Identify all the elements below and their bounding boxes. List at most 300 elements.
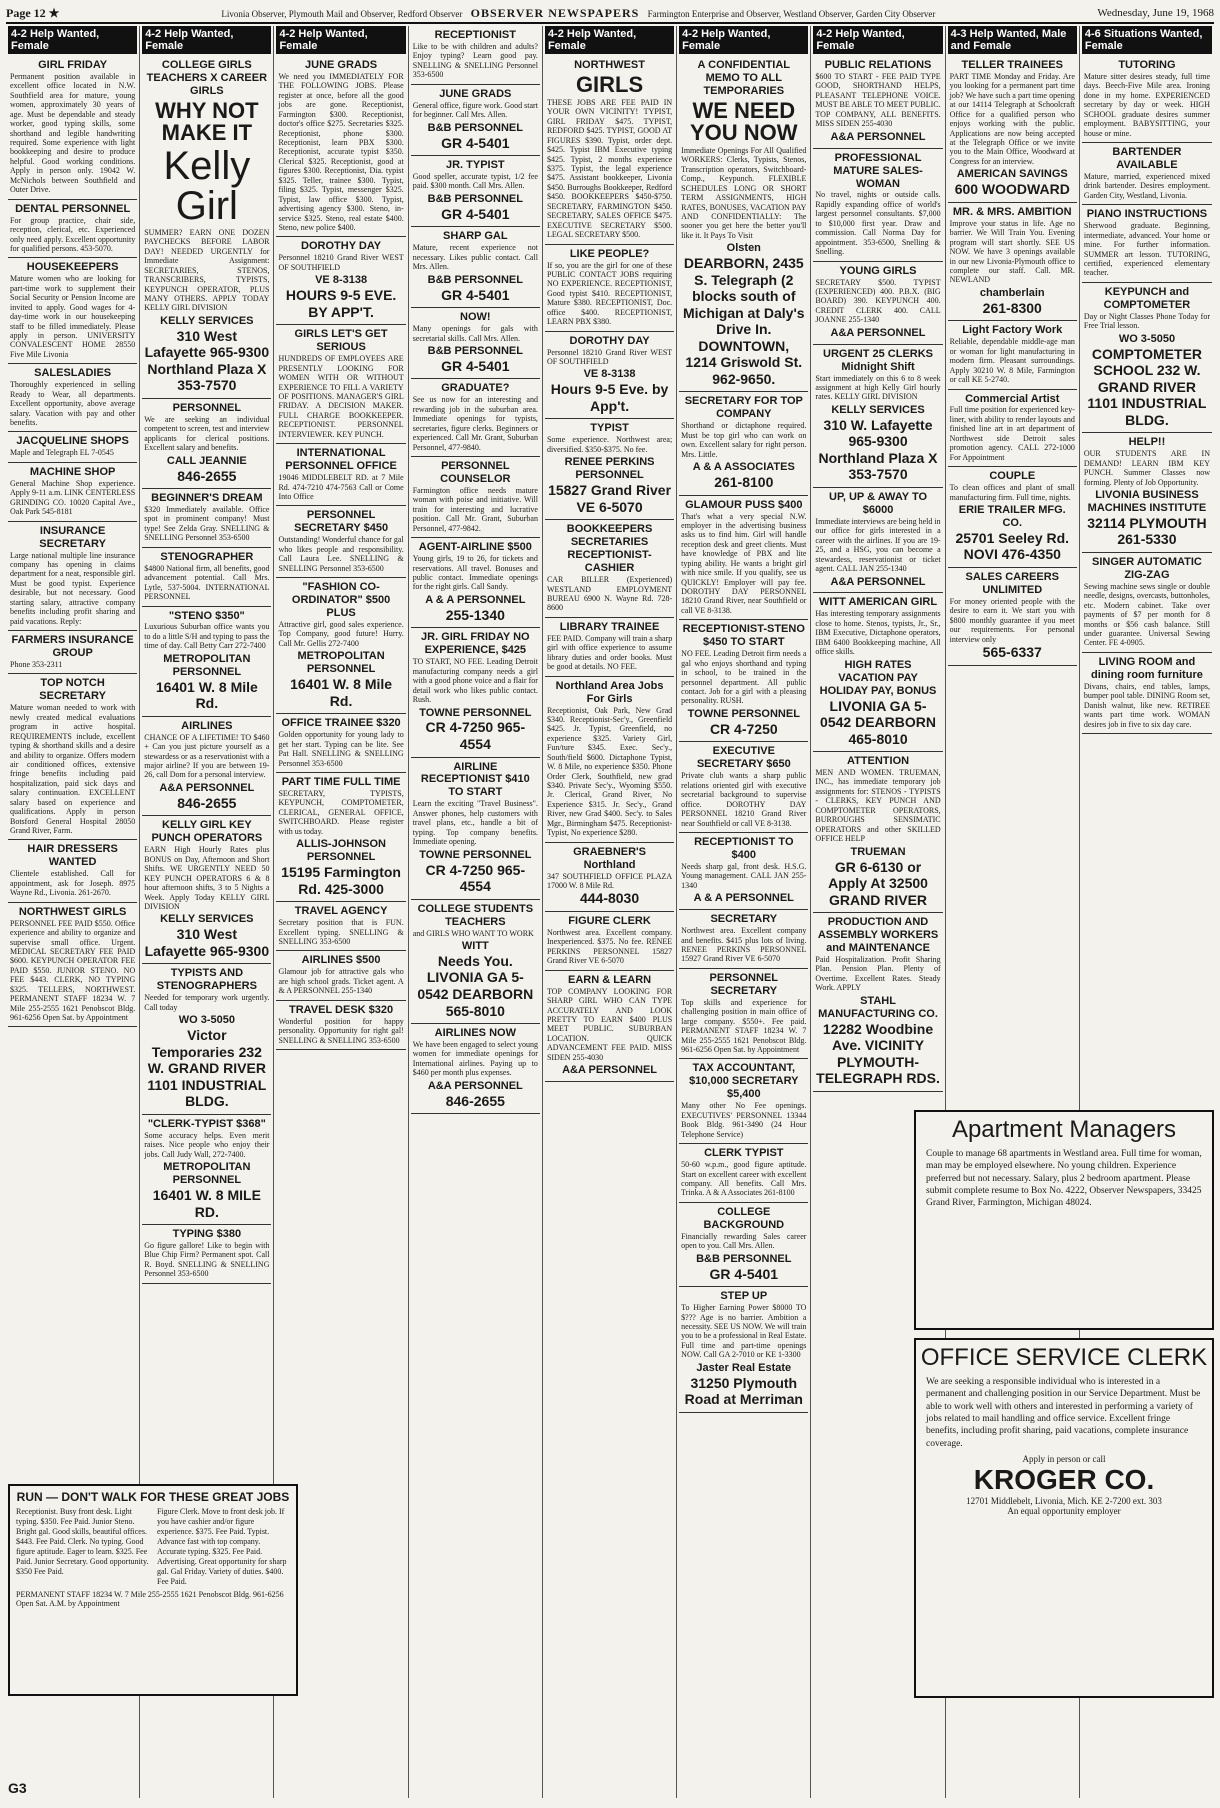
classified-ad — [1082, 553, 1212, 653]
ad-headline: GIRLS — [575, 71, 644, 97]
ad-phone: 310 West Lafayette 965-9300 Northland Plaza X 353-7570 — [144, 327, 270, 394]
section-header: 4-3 Help Wanted, Male and Female — [948, 26, 1077, 54]
classified-ad — [679, 496, 808, 621]
ad-title: LIVING ROOM and dining room furniture — [1091, 655, 1203, 681]
ad-title: PIANO INSTRUCTIONS — [1086, 208, 1208, 221]
classified-ad — [8, 364, 137, 432]
ad-body: Glamour job for attractive gals who are high school grads. Ticket agent. A & A PERSONNEL 255-1340 — [278, 967, 404, 996]
apartment-managers-ad — [914, 1110, 1214, 1330]
ad-body: Secretary position that is FUN. Excellent typing. SNELLING & SNELLING 353-6500 — [278, 918, 404, 946]
classified-ad — [276, 56, 405, 237]
ad-title: HOUSEKEEPERS — [26, 261, 119, 274]
ad-title: JR. TYPIST — [445, 159, 505, 172]
ad-body: We need you IMMEDIATELY FOR THE FOLLOWING JOBS. Please register at once, before all the good jobs are gone. Receptionist, Farmington $300. Receptionist, doctor's office $275. Secretaries $325. Receptionist, phone $300. Receptionist, learn PBX $300. Receptionist, accurate typist $350. Clerical $325. Receptionist, good at figures $300. Receptionist, Dia. typist $325. Teller, trainee $300. Typist, filing $325. Typist, messenger $325. Typist, law office $300. Typist, advertising agency $300. Steno, in-service $325. Steno, real estate $400. Steno, new police $400. — [278, 71, 404, 232]
ad-body: $320 Immediately available. Office spot in prominent company! Must type! See Zelda Gray. SNELLING & SNELLING Personnel 353-6500 — [144, 505, 270, 543]
ad-title: LIBRARY TRAINEE — [559, 620, 660, 633]
classified-ad — [1082, 283, 1212, 433]
ad-phone: 31250 Plymouth Road at Merriman — [684, 1374, 803, 1408]
ad-body: Immediate interviews are being held in our office for girls interested in a career with the airlines. If you are 19-25, and a HSG, you can become a stewardess, reservationist or ticket agent. CALL JAN 255-1340 — [815, 516, 941, 574]
classified-ad — [411, 900, 540, 1024]
classified-ad — [411, 156, 540, 227]
ad-agency: ALLIS-JOHNSON PERSONNEL — [296, 838, 386, 864]
ad-title: BOOKKEEPERS SECRETARIES RECEPTIONIST-CASHIER — [566, 523, 653, 575]
ad-body: To Higher Earning Power $8000 TO $??? Age is no barrier. Ambition a necessity. SEE US NOW. We will train you to be a professional in Real Estate. Full time and part-time openings NOW. Call GA 2-7010 or KE 1-3300 — [681, 1303, 807, 1360]
ad-title: Light Factory Work — [962, 324, 1063, 337]
ad-agency: A&A PERSONNEL — [427, 1079, 523, 1092]
ad-body: Day or Night Classes Phone Today for Free Trial lesson. — [1083, 311, 1210, 331]
ad-body: Private club wants a sharp public relations oriented girl with executive secretarial background to supervise office. DOROTHY DAY PERSONNEL 18210 Grand River near Southfield or call VE 8-3138. — [681, 771, 807, 828]
ad-list — [411, 26, 540, 1114]
run-grid — [10, 1504, 296, 1590]
classified-ad — [948, 56, 1077, 203]
ad-title: URGENT 25 CLERKS Midnight Shift — [823, 347, 934, 373]
ad-body: Some experience. Northwest area; diversified. $350-$375. No fee. — [546, 435, 673, 454]
run-dont-walk-ad — [8, 1484, 298, 1696]
classified-ad — [545, 677, 674, 843]
ad-list — [8, 56, 137, 1027]
page-marker: G3 — [8, 1780, 27, 1796]
ad-phone: 310 W. Lafayette 965-9300 Northland Plaza X 353-7570 — [818, 416, 938, 483]
ad-body: Luxurious Suburban office wants you to do a little S/H and typing to pass the time of day. Call Betty Carr 272-7400 — [144, 622, 270, 651]
ad-title: SHARP GAL — [443, 230, 508, 243]
ad-title: AIRLINES $500 — [301, 954, 381, 967]
ad-body: Young girls, 19 to 26, for tickets and reservations. All travel. Bonuses and public contact. Immediate openings for the right girls. Call Sandy. — [412, 554, 538, 592]
ad-agency: METROPOLITAN PERSONNEL — [297, 650, 385, 676]
classified-ad — [142, 1115, 271, 1225]
classified-ad — [142, 399, 271, 489]
ad-phone: CR 4-7250 965-4554 — [425, 861, 526, 895]
ad-body: TOP COMPANY LOOKING FOR SHARP GIRL WHO CAN TYPE ACCURATELY AND LOOK PRETTY TO EARN $400 PLUS MEET PUBLIC. SUBURBAN LOCATION. QUICK ADVANCEMENT FEE PAID. MISS SIDEN 255-4030 — [546, 986, 673, 1062]
kroger-apply: Apply in person or call — [1022, 1454, 1106, 1465]
ad-phone: 846-2655 — [177, 794, 237, 811]
classified-ad — [679, 1203, 808, 1287]
classified-ad — [142, 548, 271, 607]
column-6 — [677, 26, 811, 1798]
classified-ad — [8, 674, 137, 840]
classified-ad — [948, 390, 1077, 468]
ad-title: TRAVEL DESK $320 — [289, 1003, 394, 1016]
ad-title: TYPIST — [590, 422, 629, 435]
ad-title: WITT AMERICAN GIRL — [818, 596, 938, 609]
apartment-body: Couple to manage 68 apartments in Westland area. Full time for woman, man may be employed elsewhere. No young children. Experience preferred but not necessary. Salary, plus 2 bedroom apartment. Please submit complete resume to Box No. 4222, Observer Newspapers, 33425 Grand River, Farmington, Michigan 48024. — [926, 1149, 1202, 1209]
ad-body: Learn the exciting "Travel Business". Answer phones, help customers with travel plans, etc., handle a bit of typing. Top company benefits. Immediate opening. — [412, 799, 538, 847]
ad-title: NOW! — [460, 311, 491, 324]
kroger-eoe: An equal opportunity employer — [1007, 1506, 1121, 1517]
classified-ad — [545, 245, 674, 332]
ad-list — [276, 56, 405, 1050]
ad-agency: LIVONIA BUSINESS MACHINES INSTITUTE — [1087, 488, 1207, 514]
ad-title: TYPING $380 — [172, 1228, 242, 1241]
ad-body: $4800 National firm, all benefits, good advancement potential. Call Mrs. Lytle, 537-5004. INTERNATIONAL PERSONNEL — [144, 563, 270, 602]
ad-body: General Machine Shop experience. Apply 9-11 a.m. LINK CENTERLESS GRINDING CO. 10020 Capital Ave., Oak Park 545-8181 — [10, 478, 136, 517]
ad-body: Go figure gallore! Like to begin with Blue Chip Firm? Permanent spot. Call R. Boyd. SNELLING & SNELLING Personnel 353-6500 — [144, 1240, 270, 1279]
ad-title: Commercial Artist — [965, 392, 1060, 405]
ad-agency: Jaster Real Estate — [696, 1361, 792, 1374]
ad-body: Northwest area. Excellent company and benefits. $415 plus lots of living. RENEE PERKINS PERSONNEL 15927 Grand River VE 6-5070 — [681, 926, 807, 964]
ad-phone: 846-2655 — [445, 1092, 505, 1109]
ad-agency: B&B PERSONNEL — [696, 1252, 792, 1265]
classified-ad — [142, 717, 271, 817]
section-header: 4-6 Situations Wanted, Female — [1082, 26, 1212, 54]
ad-title: HAIR DRESSERS WANTED — [27, 843, 118, 869]
classified-ad — [679, 56, 808, 392]
run-left: Receptionist. Busy front desk. Light typing. $350. Fee Paid. Junior Steno. Bright gal. Good skills, beautiful offices. $443. Fee Paid. Clerk. No typing. Good figure aptitude. Eager to learn. $325. Fee Paid. Junior Secretary. Good opportunity. $350 Fee Paid. — [16, 1507, 149, 1576]
ad-agency: A&A PERSONNEL — [830, 130, 926, 143]
classified-ad — [276, 714, 405, 773]
ad-body: Attractive girl, good sales experience. Top Company, good future! Hurry. Call Mr. Gellis 272-7400 — [278, 619, 404, 648]
ad-body: That's what a very special N.W. employer in the advertising business asks us to find him. Girl will handle reception desk and greet clients. Must have knowledge of PBX and lite typing ability. He wants a bright girl with nice smile. If you qualify, see us QUICKLY! Employer will pay fee. DOROTHY DAY PERSONNEL 18210 Grand River, near Southfield or call VE 8-3138. — [681, 511, 807, 615]
ad-body: Mature, married, experienced mixed drink bartender. Desires employment. Garden City, Westland, Livonia. — [1083, 171, 1210, 200]
ad-agency: STAHL MANUFACTURING CO. — [818, 994, 938, 1020]
classified-ad — [276, 237, 405, 325]
ad-list — [1082, 56, 1212, 734]
classified-ad — [411, 628, 540, 757]
ad-title: EXECUTIVE SECRETARY $650 — [696, 745, 791, 771]
ad-body: CAR BILLER (Experienced) WESTLAND EMPLOYMENT BUREAU 6900 N. Wayne Rd. 728-8600 — [546, 575, 673, 613]
classified-ad — [1082, 433, 1212, 553]
ad-phone: Hours 9-5 Eve. by App't. — [550, 381, 669, 414]
ad-body: Like to be with children and adults? Enjoy typing? Learn good pay. SNELLING & SNELLING Personnel 353-6500 — [412, 41, 538, 80]
ad-body: Northwest area. Excellent company. Inexperienced. $375. No fee. RENEE PERKINS PERSONNEL 15827 Grand River VE 6-5070 — [546, 927, 673, 966]
ad-title: NORTHWEST — [574, 59, 645, 71]
ad-title: PUBLIC RELATIONS — [824, 59, 932, 71]
ad-list — [545, 56, 674, 1082]
ad-title: STENOGRAPHER — [160, 550, 254, 563]
ad-phone: 25701 Seeley Rd. NOVI 476-4350 — [955, 529, 1070, 563]
kroger-body: We are seeking a responsible individual who is interested in a permanent and challenging position in our Service Department. Must be able to work well with others and interested in performing a variety of jobs related to mail handling and office service. Excellent fringe benefits, including profit sharing, paid vacations, complete insurance coverage. — [926, 1377, 1201, 1449]
ad-headline: WE NEED YOU NOW — [690, 97, 798, 145]
ad-agency: VE 8-3138 — [315, 274, 368, 287]
ad-body: Mature, recent experience not necessary. Likes public contact. Call Mrs. Allen. — [412, 243, 538, 272]
ad-title: COLLEGE BACKGROUND — [703, 1205, 785, 1231]
ad-body: TO START, NO FEE. Leading Detroit manufacturing company needs a girl with a good phone voice and a flair for detail work who likes public contact. Rush. — [412, 657, 538, 705]
run-title: RUN — DON'T WALK FOR THESE GREAT JOBS — [16, 1490, 290, 1504]
ad-list — [948, 56, 1077, 666]
ad-phone: GR 6-6130 or Apply At 32500 GRAND RIVER — [828, 858, 928, 908]
run-footer: PERMANENT STAFF 18234 W. 7 Mile 255-2555 1621 Penobscot Bldg. 961-6256 Open Sat. A.M. by Appointment — [16, 1590, 284, 1608]
ad-agency: RENEE PERKINS PERSONNEL — [564, 456, 655, 482]
ad-phone: Victor Temporaries 232 W. GRAND RIVER 1101 INDUSTRIAL BLDG. — [147, 1027, 267, 1110]
ad-list — [679, 56, 808, 1413]
classified-ad — [142, 964, 271, 1114]
ad-phone: 310 West Lafayette 965-9300 — [144, 926, 270, 959]
ad-title: SINGER AUTOMATIC ZIG-ZAG — [1092, 555, 1202, 581]
ad-title: LIKE PEOPLE? — [569, 247, 650, 260]
ad-agency: METROPOLITAN PERSONNEL — [163, 652, 251, 678]
ad-agency: B&B PERSONNEL — [427, 121, 523, 134]
ad-title: A CONFIDENTIAL MEMO TO ALL TEMPORARIES — [697, 59, 791, 97]
classified-ad — [545, 618, 674, 677]
left-papers: Livonia Observer, Plymouth Mail and Observer, Redford Observer — [221, 8, 463, 19]
section-header: 4-2 Help Wanted, Female — [545, 26, 674, 54]
classified-ad — [813, 752, 942, 913]
ad-agency: A & A ASSOCIATES — [692, 461, 795, 474]
ad-agency: TOWNE PERSONNEL — [419, 706, 532, 719]
classified-ad — [411, 85, 540, 156]
ad-title: JACQUELINE SHOPS — [16, 435, 129, 448]
ad-body: Mature sitter desires steady, full time days. Beech-Five Mile area. Ironing done in my home. EXPERIENCED secretary by day or week. HIGH SCHOOL graduate desires summer employment. BABYSITTING, your house or mine. — [1083, 71, 1210, 138]
classified-ad — [411, 26, 540, 85]
ad-title: "CLERK-TYPIST $368" — [147, 1117, 266, 1130]
ad-phone: GR 4-5401 — [709, 1265, 779, 1282]
ad-title: TUTORING — [1118, 59, 1176, 71]
ad-title: PROFESSIONAL MATURE SALES-WOMAN — [833, 151, 923, 190]
ad-body: OUR STUDENTS ARE IN DEMAND! LEARN IBM KEY PUNCH. Summer Classes now forming. Plenty of Job Opportunity. — [1083, 449, 1210, 487]
masthead — [6, 4, 1214, 24]
classified-ad — [8, 522, 137, 631]
classified-ad — [8, 840, 137, 902]
classified-ad — [1082, 653, 1212, 734]
ad-title: SALES CAREERS UNLIMITED — [965, 570, 1060, 596]
ad-phone: 16401 W. 8 MILE RD. — [152, 1186, 261, 1220]
classified-ad — [545, 843, 674, 912]
classified-ad — [142, 607, 271, 717]
ad-agency: KELLY SERVICES — [831, 403, 925, 416]
classified-ad — [142, 816, 271, 964]
ad-body: Needed for temporary work urgently. Call today — [144, 993, 270, 1012]
ad-title: COUPLE — [989, 470, 1036, 483]
ad-title: BEGINNER'S DREAM — [151, 492, 263, 505]
ad-phone: GR 4-5401 — [441, 286, 510, 303]
ad-agency: A&A PERSONNEL — [159, 781, 255, 794]
classified-ad — [411, 758, 540, 900]
ad-body: EARN High Hourly Rates plus BONUS on Day, Afternoon and Short Shifts. WE URGENTLY NEED 50 KEY PUNCH OPERATORS 6 & 8 hour afternoon shifts, 3 to 5 Nights a Week. Apply Today KELLY GIRL DIVISION — [144, 845, 270, 911]
classified-ad — [545, 419, 674, 520]
ad-agency: chamberlain — [979, 286, 1045, 299]
ad-body: Needs sharp gal, front desk. H.S.G. Young management. CALL JAN 255-1340 — [681, 861, 807, 890]
ad-phone: 16401 W. 8 Mile Rd. — [290, 676, 393, 709]
ad-title: ATTENTION — [846, 755, 910, 768]
ad-title: MACHINE SHOP — [29, 465, 116, 478]
ad-body: If so, you are the girl for one of these PUBLIC CONTACT JOBS requiring NO EXPERIENCE. RECEPTIONIST, Good typist $410. RECEPTIONIST, Mature $380. RECEPTIONIST, Doc. office $400. RECEPTIONIST, LEARN PBX $380. — [546, 260, 673, 327]
ad-phone: COMPTOMETER SCHOOL 232 W. GRAND RIVER 1101 INDUSTRIAL BLDG. — [1087, 345, 1207, 428]
classified-ad — [411, 1024, 540, 1114]
classified-ad — [276, 1001, 405, 1050]
classified-ad — [679, 742, 808, 833]
ad-title: COLLEGE STUDENTS TEACHERS — [417, 902, 534, 928]
ad-phone: 16401 W. 8 Mile Rd. — [155, 678, 258, 712]
ad-body: Permanent position available in excellent office located in N.W. Southfield area for mature, young women, approximately 30 years of age. Must be dependable and steady worker, good typing skills, some shorthand and legible handwriting required. Some experience with light bookkeeping and desire to produce helpful. Good working conditions. Apply in person only. 19042 W. McNichols between Southfield and Outer Drive. — [10, 71, 136, 195]
ad-agency: KELLY SERVICES — [160, 314, 254, 327]
ad-body: 19046 MIDDLEBELT RD. at 7 Mile Rd. 474-7210 474-7563 Call or Come Into Office — [278, 473, 404, 501]
ad-phone: 261-8100 — [714, 474, 774, 491]
ad-title: UP, UP & AWAY TO $6000 — [829, 490, 928, 516]
ad-body: Financially rewarding Sales career open to you. Call Mrs. Allen. — [681, 1231, 807, 1251]
ad-body: Divans, chairs, end tables, lamps, bumper pool table. DINING Room set, Danish walnut, like new. RETIREE wants part time work. WOMAN desires job in five to six day care. — [1083, 681, 1210, 729]
ad-agency: A & A PERSONNEL — [425, 593, 526, 606]
kroger-brand: KROGER CO. — [973, 1464, 1155, 1496]
ad-body: HUNDREDS OF EMPLOYEES ARE PRESENTLY LOOKING FOR WOMEN WITH OR WITHOUT EXPERIENCE TO FILL A VARIETY OF POSITIONS. MANAGER'S GIRL FRIDAY. A DECISION MAKER. FULL CHARGE BOOKKEEPER. RECEPTIONIST. PERSONNEL INTERVIEWER. KEY PUNCH. — [278, 354, 404, 439]
classified-ad — [679, 833, 808, 910]
ad-body: Large national multiple line insurance company has opening in claims department for a neat, responsible girl. Must be good typist. Experience desirable, but not necessary. Good starting salary, attractive company benefits including profit sharing and paid vacations. Reply: — [10, 550, 136, 626]
classified-ad — [1082, 205, 1212, 283]
classified-ad — [8, 463, 137, 522]
ad-body: Sherwood graduate. Beginning, intermediate, advanced. Your home or mine. For further information. SUMMER art lesson. TUTORING, certified, experienced elementary teacher. — [1083, 221, 1210, 278]
ad-title: RECEPTIONIST — [434, 29, 516, 41]
ad-body: Personnel 18210 Grand River WEST OF SOUTHFIELD — [546, 347, 673, 366]
ad-title: JR. GIRL FRIDAY NO EXPERIENCE, $425 — [421, 631, 530, 657]
ad-title: YOUNG GIRLS — [839, 264, 917, 277]
ad-body: PART TIME Monday and Friday. Are you looking for a permanent part time job? We have such a part time opening at our 14114 Telegraph at Schoolcraft Office for a qualified person who enjoys working with the public. Applications are now being accepted at the Telegraph Office or we invite you to the Main Office, Woodward at Congress for an interview. — [949, 71, 1075, 166]
classified-ad — [679, 1144, 808, 1203]
ad-agency: WO 3-5050 — [1118, 332, 1176, 345]
classified-ad — [679, 1287, 808, 1413]
ad-phone: DEARBORN, 2435 S. Telegraph (2 blocks south of Michigan at Daly's Drive In. DOWNTOWN, 1214 Griswold St. 962-9650. — [682, 255, 805, 387]
ad-agency: KELLY SERVICES — [160, 913, 254, 926]
ad-title: RECEPTIONIST TO $400 — [694, 835, 794, 861]
ad-body: Wonderful position for happy personality. Opportunity for right gal! SNELLING & SNELLING 353-6500 — [278, 1016, 404, 1045]
ad-agency: AMERICAN SAVINGS — [956, 168, 1068, 181]
ad-body: Full time position for experienced key-liner, with ability to render layouts and finished line art in art department of Northwest side Detroit sales promotion agency. CALL 272-1000 For Appointment — [949, 405, 1075, 462]
classified-ad — [545, 56, 674, 245]
ad-body: NO FEE. Leading Detroit firm needs a gal who enjoys shorthand and typing in school, to be trained in the personnel department. All public contact. Job for a girl with a pleasing personality. RUSH. — [681, 649, 807, 706]
ad-title: TYPISTS AND STENOGRAPHERS — [156, 967, 257, 993]
classified-ad — [276, 578, 405, 714]
ad-body: Good speller, accurate typist, 1/2 fee paid. $300 month. Call Mrs. Allen. — [412, 172, 538, 191]
ad-agency: TOWNE PERSONNEL — [687, 707, 800, 720]
ad-title: DENTAL PERSONNEL — [15, 202, 131, 215]
ad-body: and GIRLS WHO WANT TO WORK — [412, 928, 534, 938]
ad-title: AIRLINE RECEPTIONIST $410 TO START — [420, 760, 530, 799]
ad-body: Maple and Telegraph EL 7-0545 — [10, 448, 114, 458]
classified-ad — [411, 457, 540, 538]
ad-title: AIRLINES — [181, 719, 233, 732]
ad-phone: CR 4-7250 965-4554 — [425, 719, 526, 752]
section-header: 4-2 Help Wanted, Female — [813, 26, 942, 54]
classified-ad — [679, 910, 808, 969]
ad-title: PRODUCTION AND ASSEMBLY WORKERS and MAINTENANCE — [817, 916, 939, 954]
ad-agency: ERIE TRAILER MFG. CO. — [958, 503, 1066, 529]
ad-body: Farmington office needs mature woman with poise and initiative. Will train for interesting and lucrative position. Call Mr. Grant, Suburban Personnel, 477-9842. — [412, 486, 538, 533]
classified-ad — [813, 56, 942, 149]
ad-title: RECEPTIONIST-STENO $450 TO START — [682, 623, 805, 649]
classified-ad — [545, 971, 674, 1082]
classified-ad — [411, 379, 540, 457]
column-4 — [409, 26, 543, 1798]
ad-title: BARTENDER AVAILABLE — [1112, 146, 1182, 171]
ad-title: FARMERS INSURANCE GROUP — [11, 634, 134, 659]
classified-ad — [276, 773, 405, 902]
classified-ad — [276, 444, 405, 506]
ad-agency: A&A PERSONNEL — [830, 326, 926, 339]
apartment-title: Apartment Managers — [951, 1116, 1177, 1143]
column-5 — [543, 26, 677, 1798]
ad-body: Start immediately on this 6 to 8 week assignment at high Kelly Girl hourly rates. KELLY GIRL DIVISION — [815, 373, 941, 402]
classified-ad — [411, 538, 540, 628]
ad-title: GLAMOUR PUSS $400 — [685, 498, 803, 511]
ad-title: EARN & LEARN — [567, 973, 652, 986]
ad-phone: 12282 Woodbine Ave. VICINITY PLYMOUTH-TELEGRAPH RDS. — [816, 1020, 940, 1087]
section-header: 4-2 Help Wanted, Female — [679, 26, 808, 54]
run-right: Figure Clerk. Move to front desk job. If you have cashier and/or figure experience. $375. Fee Paid. Typist. Advance fast with top company. Accurate typing. $325. Fee Paid. Advertising. Great opportunity for sharp gal. Gal Friday. Variety of duties. $400. Fee Paid. — [157, 1507, 287, 1586]
ad-body: 50-60 w.p.m., good figure aptitude. Start on excellent career with excellent company. All benefits. Call Mrs. Trinka. A & A Associates 261-8100 — [681, 1160, 807, 1198]
ad-body: Clientele established. Call for appointment, ask for Joseph. 8975 Wayne Rd., Livonia. 261-2670. — [10, 869, 136, 898]
ad-body: 347 SOUTHFIELD OFFICE PLAZA 17000 W. 8 Mile Rd. — [546, 871, 673, 890]
kroger-ad — [914, 1338, 1214, 1698]
classified-ad — [1082, 56, 1212, 143]
ad-brand: Kelly Girl — [163, 143, 251, 228]
ad-title: COLLEGE GIRLS TEACHERS X CAREER GIRLS — [146, 59, 268, 97]
ad-phone: 255-1340 — [445, 606, 505, 623]
ad-title: OFFICE TRAINEE $320 — [281, 717, 401, 730]
ad-phone: GR 4-5401 — [441, 357, 510, 374]
ad-title: "STENO $350" — [168, 609, 245, 622]
ad-title: JUNE GRADS — [305, 59, 378, 71]
ad-title: GRAEBNER'S Northland — [573, 845, 646, 871]
ad-body: To clean offices and plant of small manufacturing firm. Full time, nights. — [949, 483, 1075, 502]
ad-title: INTERNATIONAL PERSONNEL OFFICE — [285, 447, 397, 473]
classified-ad — [276, 325, 405, 444]
ad-body: SECRETARY $500. TYPIST (EXPERIENCED) 400. P.B.X. (BIG BOARD) 390. KEYPUNCH 400. CREDIT CLERK 400. CALL JOANNE 255-1340 — [815, 277, 941, 325]
ad-title: SECRETARY FOR TOP COMPANY — [684, 395, 803, 421]
classified-ad — [679, 620, 808, 742]
ad-agency: A&A PERSONNEL — [830, 575, 926, 588]
ad-title: PART TIME FULL TIME — [281, 775, 401, 788]
ad-title: CLERK TYPIST — [704, 1147, 784, 1160]
ad-agency: B&B PERSONNEL — [427, 273, 523, 286]
ad-agency: WO 3-5050 — [178, 1014, 235, 1027]
ad-title: TRAVEL AGENCY — [294, 905, 388, 918]
masthead-center — [59, 6, 1097, 21]
ad-body: Shorthand or dictaphone required. Must be top girl who can work on own. Excellent salary for right person. Mrs. Little. — [681, 421, 807, 459]
ad-body: PERSONNEL FEE PAID $550. Office experience and ability to organize and supervise small office. Urgent. MEDICAL SECRETARY FEE PAID $600. KEYPUNCH OPERATOR FEE PAID $550. JUNIOR STENO. NO FEE $443. CLERK, NO TYPING $325. TELLERS, NORTHWEST. PERMANENT STAFF 18234 W. 7 Mile 255-2555 1621 Penobscot Bldg. 961-6256 Open Sat. by Appointment — [10, 918, 136, 1023]
ad-body: Paid Hospitalization. Profit Sharing Plan. Pension Plan. Plenty of Overtime. Excellent Rates. Steady Work. APPLY — [815, 954, 941, 993]
ad-phone: 846-2655 — [177, 467, 237, 484]
ad-body: General office, figure work. Good start for beginner. Call Mrs. Allen. — [412, 100, 538, 120]
ad-body: Some accuracy helps. Even merit raises. Nice people who enjoy their jobs. Call Judy Wall, 272-7400. — [144, 1130, 270, 1159]
ad-phone: LIVONIA GA 5-0542 DEARBORN 465-8010 — [820, 697, 936, 747]
ad-phone: 444-8030 — [579, 890, 640, 907]
ad-title: PERSONNEL SECRETARY — [709, 971, 779, 997]
classified-ad — [142, 1225, 271, 1284]
ad-agency: METROPOLITAN PERSONNEL — [163, 1161, 251, 1187]
ad-body: SUMMER? EARN ONE DOZEN PAYCHECKS BEFORE LABOR DAY! NEEDED URGENTLY for Immediate Assignment: SECRETARIES, STENOS, TRANSCRIBERS, TYPISTS, KEYPUNCH OPERATOR, PLUS MANY OTHERS. APPLY TODAY KELLY GIRL DIVISION — [144, 227, 270, 313]
kroger-address: 12701 Middlebelt, Livonia, Mich. KE 2-7200 ext. 303 — [966, 1496, 1162, 1507]
ad-body: THESE JOBS ARE FEE PAID IN YOUR OWN VICINITY! TYPIST, GIRL FRIDAY $475. TYPIST, REDFORD $425. TYPIST, GOOD AT FIGURES $390. Typist, order dept. $425. Typist IBM Executive typing $425. Typist, 2 months experience $375. Typist, the legal experience $475. Assistant bookkeeper, Livonia $450. Burroughs Bookkeeper, Redford $450. BOOKKEEPERS $450-$750. SECRETARY, FARMINGTON $450. SECRETARY, SALES OFFICE $475. EXECUTIVE SECRETARY $500. LEGAL SECRETARY $500. — [546, 97, 673, 240]
classified-ad — [948, 467, 1077, 568]
ad-title: JUNE GRADS — [439, 87, 512, 100]
ad-body: For group practice, chair side, reception, clerical, etc. Experienced only need apply. Excellent opportunity for qualified persons. 453-5070. — [10, 215, 136, 253]
ad-phone: GR 4-5401 — [441, 134, 510, 151]
ad-body: Receptionist, Oak Park, New Grad $340. Receptionist-Sec'y., Greenfield $425. Jr. Typist, Greenfield, no experience $325. Variety Girl, Fun/ture $345. Exec. Sec'y., South/field $600. Dictaphone Typist, W. 8 Mile, no experience $350. Phone Order Clerk, Southfield, new grad $340. Private Sec'y., Wyoming $550. Jr. Clerical, Grand River, No Experience $315. Jr. Sec'y., Grand River, new Grad $400. Sec'y. to Sales Mgr., Birmingham $475. Receptionist-Typist, No experience $280. — [546, 705, 673, 838]
ad-headline: WHY NOT MAKE IT — [155, 97, 259, 145]
ad-agency: CALL JEANNIE — [166, 454, 247, 467]
ad-body: Reliable, dependable middle-age man or woman for light manufacturing in modern firm. Pleasant surroundings. Apply 30210 W. 8 Mile, Farmington or call KE 5-2740. — [949, 337, 1075, 385]
classified-ad — [813, 593, 942, 752]
classified-ad — [8, 631, 137, 674]
brand: OBSERVER NEWSPAPERS — [470, 5, 640, 20]
ad-title: MR. & MRS. AMBITION — [952, 205, 1072, 218]
classified-ad — [142, 489, 271, 548]
classified-ad — [679, 1059, 808, 1144]
ad-phone: CR 4-7250 — [709, 720, 778, 737]
ad-agency: TRUEMAN — [850, 845, 906, 858]
ad-body: Has interesting temporary assignments close to home. Stenos, typists, Jr., Sr., IBM Executive, Dictaphone operators, IBM 6400 Bookkeeping machine, All office skills. — [815, 609, 941, 657]
ad-body: We are seeking an individual competent to screen, test and interview applicants for clerical positions. Excellent salary and benefits. — [144, 414, 270, 453]
ad-title: STEP UP — [720, 1290, 768, 1303]
ad-body: Immediate Openings For All Qualified WORKERS: Clerks, Typists, Stenos, Transcription operators, Switchboard-Comp., Keypunch. FLEXIBLE SCHEDULES LONG OR SHORT TERM ASSIGNMENTS, HIGH RATES, BONUSES, VACATION PAY AND CONFIDENTIALLY: The sooner you get here the better you'll like it. It Pays To Visit — [681, 145, 807, 240]
ad-body: Golden opportunity for young lady to get her start. Typing can be lite. See Pat Hall. SNELLING & SNELLING Personnel 353-6500 — [278, 730, 404, 768]
ad-title: DOROTHY DAY — [569, 334, 650, 347]
ad-body: Personnel 18210 Grand River WEST OF SOUTHFIELD — [278, 253, 404, 272]
section-header: 4-2 Help Wanted, Female — [276, 26, 405, 54]
classified-ad — [948, 321, 1077, 389]
ad-title: NORTHWEST GIRLS — [18, 905, 127, 918]
classified-ad — [948, 203, 1077, 322]
classified-ad — [813, 262, 942, 345]
right-papers: Farmington Enterprise and Observer, Westland Observer, Garden City Observer — [647, 8, 936, 19]
ad-title: FIGURE CLERK — [568, 914, 651, 927]
